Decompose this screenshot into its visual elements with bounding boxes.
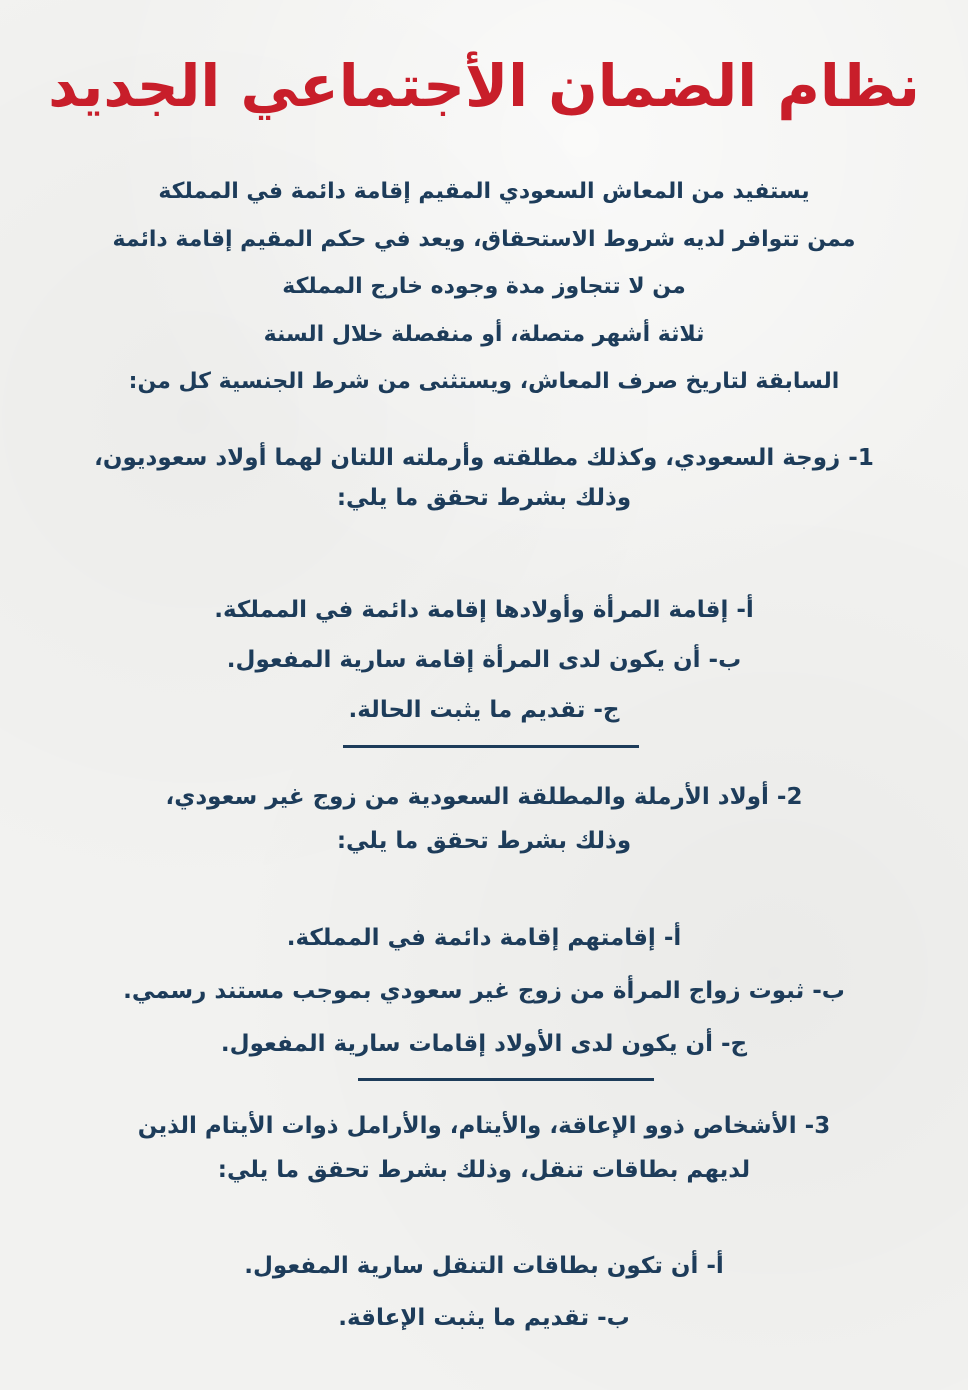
section2-condition-item: ب- ثبوت زواج المرأة من زوج غير سعودي بموجب مستند رسمي. — [123, 978, 845, 1004]
section2-heading-line: 2- أولاد الأرملة والمطلقة السعودية من زوج غير سعودي، — [165, 784, 803, 810]
section-divider — [358, 1078, 654, 1081]
section-divider — [343, 745, 639, 748]
section2-heading — [0, 775, 968, 863]
section2-condition-item: أ- إقامتهم إقامة دائمة في المملكة. — [286, 925, 682, 951]
section2-condition-item: ج- أن يكون لدى الأولاد إقامات سارية المفعول. — [220, 1031, 748, 1057]
section1-condition-item: ج- تقديم ما يثبت الحالة. — [348, 697, 620, 723]
section3-conditions — [0, 1240, 968, 1344]
section2-conditions — [0, 912, 968, 1071]
section1-condition-item: أ- إقامة المرأة وأولادها إقامة دائمة في المملكة. — [214, 597, 754, 623]
intro-line: السابقة لتاريخ صرف المعاش، ويستثنى من شرط الجنسية كل من: — [128, 369, 840, 394]
intro-line: ممن تتوافر لديه شروط الاستحقاق، ويعد في حكم المقيم إقامة دائمة — [112, 226, 856, 252]
section1-heading — [0, 438, 968, 518]
section3-heading-line: 3- الأشخاص ذوو الإعاقة، والأيتام، والأرامل ذوات الأيتام الذين — [137, 1113, 831, 1139]
section1-heading-line: 1- زوجة السعودي، وكذلك مطلقته وأرملته اللتان لهما أولاد سعوديون، — [94, 445, 874, 471]
section3-heading-line: لديهم بطاقات تنقل، وذلك بشرط تحقق ما يلي: — [217, 1157, 751, 1183]
section1-condition-item: ب- أن يكون لدى المرأة إقامة سارية المفعول. — [226, 647, 742, 673]
section1-conditions — [0, 585, 968, 735]
intro-line: يستفيد من المعاش السعودي المقيم إقامة دائمة في المملكة — [158, 179, 810, 204]
intro-line: من لا تتجاوز مدة وجوده خارج المملكة — [282, 274, 686, 299]
section1-heading-line: وذلك بشرط تحقق ما يلي: — [336, 485, 632, 511]
intro-line: ثلاثة أشهر متصلة، أو منفصلة خلال السنة — [263, 321, 705, 347]
section3-heading — [0, 1104, 968, 1192]
page-title: نظام الضمان الأجتماعي الجديد — [48, 52, 920, 120]
section3-condition-item: أ- أن تكون بطاقات التنقل سارية المفعول. — [244, 1253, 724, 1279]
section3-condition-item: ب- تقديم ما يثبت الإعاقة. — [338, 1305, 630, 1331]
section2-heading-line: وذلك بشرط تحقق ما يلي: — [336, 828, 632, 854]
intro-paragraph — [0, 168, 968, 406]
